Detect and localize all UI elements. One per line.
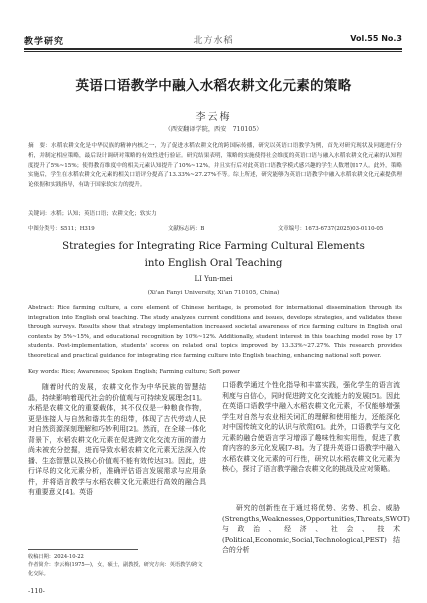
en-title-line2: into English Oral Teaching <box>144 258 283 269</box>
en-title-line1: Strategies for Integrating Rice Farming Cultural Elements <box>62 241 365 252</box>
journal-name: 北方水稻 <box>193 36 234 46</box>
page-number: -110- <box>28 587 45 595</box>
en-abstract: Abstract: Rice farming culture, a core element of Chinese heritage, is promoted for international dissemination through its integration into English oral teaching. The study analyzes current conditions and issues, develops strategies, and validates these through surveys. Results show that strategy implementation increased societal awareness of rice farming culture in English oral contexts by 5%~15%, and educational recognition by 10%~12%. Additionally, student interest in this teaching model rose by 17 students. Post-implementation, students' scores on related oral topics improved by 13.33%~27.27%. This research provides theoretical and practical guidance for integrating rice farming culture into English teaching, enhancing national soft power. <box>28 305 402 359</box>
cn-title: 英语口语教学中融入水稻农耕文化元素的策略 <box>75 78 352 94</box>
header-rule <box>24 48 402 50</box>
body-paragraph-left: 随着时代的发展，农耕文化作为中华民族的智慧结晶，持续影响着现代社会的价值观与可持续发展理念[1]。水稻是农耕文化的重要载体，其不仅仅是一种粮食作物，更是连接人与自然和谐共生的纽带，体现了古代劳动人民对自然资源深刻理解和巧妙利用[2]。然而，在全球一体化背景下，水稻农耕文化元素在促进跨文化交流方面的潜力尚未被充分挖掘，进而导致水稻农耕文化元素无法深入传播、生态智慧以及核心价值观不能有效传达[3]。因此，进行详尽的文化元素分析，准确评估语言发展需求与应用条件，并将语言教学与水稻农耕文化元素进行高效的融合具有重要意义[4]。英语 <box>28 383 206 496</box>
cn-abstract: 摘 要：水稻农耕文化是中华民族的精神内核之一，为了促进水稻农耕文化的跨国际传播，研究以英语口语教学为例，首先对研究现状及问题进行分析，并制定相应策略，最后设计调研对策略的有效性进行验证。研究结果表明，策略的实施使得社会维度的英语口语与融入水稻农耕文化元素的认知程度提升了5%~15%；使得教育维度中的相关元素认知提升了10%~12%，并且实行后对此英语口语教学模式感兴趣的学生人数增加17人。此外，策略实施后，学生在水稻农耕文化元素的相关口语评分提高了13.33%~27.27%不等。综上所述，研究能够为英语口语教学中融入水稻农耕文化元素提供理论依据和实践指导，有助于国家软实力的提升。 <box>28 143 402 189</box>
body-paragraph-right-2: 研究的创新性在于通过将优势、劣势、机会、威胁(Strengths,Weaknesses,Opportunities,Threats,SWOT)与政治、经济、社会、技术(Political,Economic,Social,Technological,PEST)结合的分析 <box>222 504 410 554</box>
cn-author: 李云梅 <box>195 112 232 123</box>
cn-document-code: 文献标志码：B <box>168 226 205 232</box>
en-keywords: Key words: Rice; Awareness; Spoken English; Farming culture; Soft power <box>28 369 240 375</box>
cn-class-number: 中图分类号：S511；H319 <box>28 226 95 232</box>
en-title <box>0 238 427 272</box>
footnote-received: 收稿日期：2024-10-22 <box>28 554 84 560</box>
footnote-author-bio: 作者简介：李云梅(1975—)，女，硕士，副教授，研究方向：英语教学/跨文化交际。 <box>28 562 203 577</box>
body-paragraph-right-1: 口语教学通过个性化指导和丰富实践，强化学生的语言流利度与自信心，同时促进跨文化交流能力的发展[5]。因此在英语口语教学中融入水稻农耕文化元素，不仅能够增强学生对自然与农业相关词汇的理解和使用能力，还能深化对中国传统文化的认识与欣赏[6]。此外，口语教学与文化元素的融合使语言学习增添了趣味性和实用性，促进了教育内容的多元化发展[7-8]。为了提升英语口语教学中融入水稻农耕文化元素的可行性，研究以水稻农耕文化元素为核心，探讨了语言教学融合农耕文化的挑战及应对策略。 <box>222 381 400 473</box>
en-author: LI Yun-mei <box>194 275 233 283</box>
cn-keywords: 关键词：水稻；认知；英语口语；农耕文化；软实力 <box>28 211 157 217</box>
journal-volume: Vol.55 No.3 <box>350 34 402 43</box>
cn-affiliation: （西安翻译学院，西安 710105） <box>164 126 263 133</box>
header-rule-thin <box>24 51 402 52</box>
footnote <box>28 553 206 578</box>
journal-section-label: 教学研究 <box>24 37 65 47</box>
cn-article-number: 文章编号：1673-6737(2025)03-0110-05 <box>278 226 384 232</box>
footnote-rule <box>28 549 138 550</box>
en-affiliation: (Xi'an Fanyi University, Xi'an 710105, China) <box>147 290 280 296</box>
